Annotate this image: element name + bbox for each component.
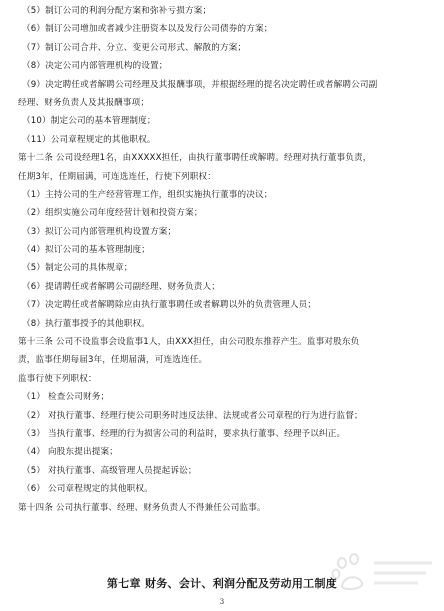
document-line: 第十四条 公司执行董事、经理、财务负责人不得兼任公司监事。 [18,502,266,513]
document-line: 第十三条 公司不设监事会设监事1人，由XXX担任，由公司股东推荐产生。监事对股东负 [18,337,360,348]
document-line: （8）执行董事授予的其他职权。 [22,318,151,329]
document-line: （3）拟订公司内部管理机构设置方案； [22,226,177,237]
document-line: （6）提请聘任或者解聘公司副经理、财务负责人； [22,281,220,292]
document-line: （7）制订公司合并、分立、变更公司形式、解散的方案； [22,42,247,53]
document-line: 任期3年，任期届满，可连选连任，行使下列职权： [18,171,216,182]
document-line: （4） 向股东提出提案； [22,447,118,458]
document-line: （3） 当执行董事、经理的行为损害公司的利益时，要求执行董事、经理予以纠正。 [22,428,346,439]
page-number: 3 [219,598,225,606]
document-line: （5） 对执行董事、高级管理人员提起诉讼； [22,465,197,476]
document-line: （5）制订公司的利润分配方案和弥补亏损方案； [22,6,212,16]
document-line: （2） 对执行董事、经理行使公司职务时违反法律、法规或者公司章程的行为进行监督； [22,410,363,421]
document-line: （1）主持公司的生产经营管理工作，组织实施执行董事的决议； [22,189,273,200]
document-line: 经理、财务负责人及其报酬事项； [18,97,150,108]
document-line: 第十二条 公司设经理1名，由XXXXX担任，由执行董事聘任或解聘。经理对执行董事负责， [18,153,372,164]
chapter-heading: 第七章 财务、会计、利润分配及劳动用工制度 [106,577,338,590]
document-line: （1） 检查公司财务； [22,392,110,403]
document-line: （2）组织实施公司年度经营计划和投资方案； [22,208,203,219]
document-line: （11）公司章程规定的其他职权。 [22,134,156,145]
document-line: （6）制订公司增加或者减少注册资本以及发行公司债券的方案； [22,24,273,35]
document-line: 责，监事任期每届3年，任期届满，可连选连任。 [18,355,208,366]
document-line: （9）决定聘任或者解聘公司经理及其报酬事项，并根据经理的提名决定聘任或者解聘公司副 [22,79,378,90]
document-line: （4）拟订公司的基本管理制度； [22,245,151,256]
document-line: （10）制定公司的基本管理制度； [22,116,156,127]
document-line: （8）决定公司内部管理机构的设置； [22,61,168,72]
baidu-jingyan-logo-icon [328,549,438,593]
document-line: （5）制定公司的具体规章； [22,263,133,274]
document-body [18,2,430,517]
document-line: 监事行使下列职权： [18,373,97,384]
document-line: （7）决定聘任或者解聘除应由执行董事聘任或者解聘以外的负责管理人员； [22,300,317,311]
document-line: （6） 公司章程规定的其他职权。 [22,484,153,495]
